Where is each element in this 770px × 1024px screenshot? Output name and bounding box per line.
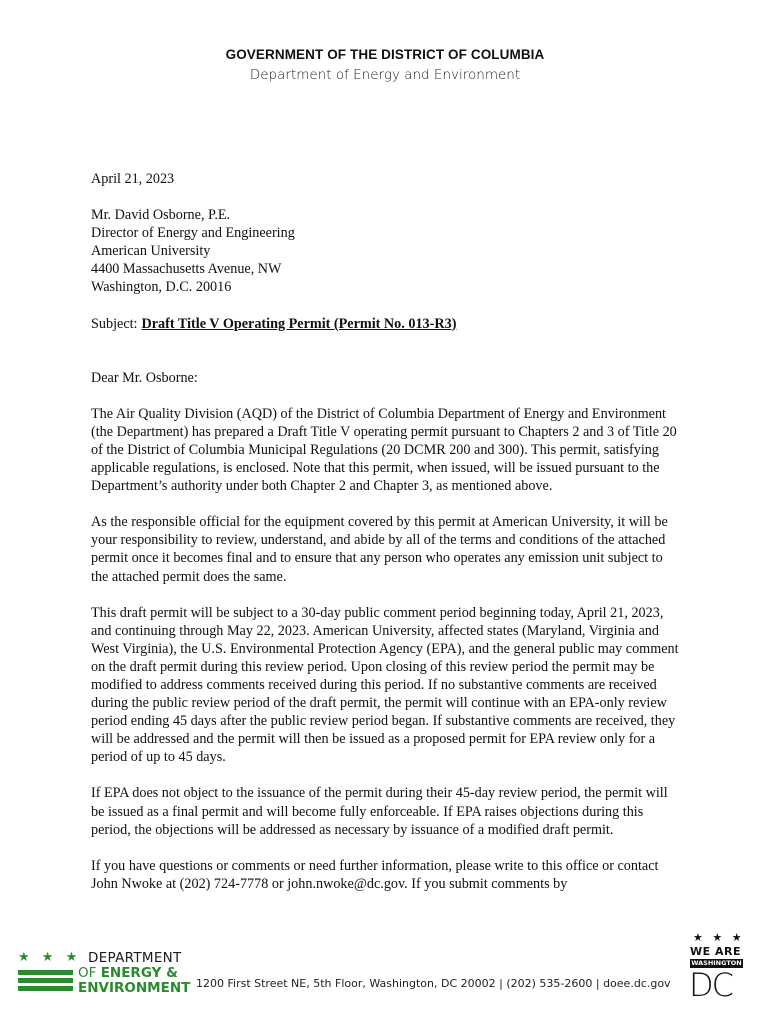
government-title: GOVERNMENT OF THE DISTRICT OF COLUMBIA — [225, 47, 545, 62]
doee-logo — [18, 950, 191, 1010]
address-line: 4400 Massachusetts Avenue, NW — [91, 261, 282, 278]
address-line: Mr. David Osborne, P.E. — [91, 207, 231, 224]
we-are-text: WE ARE — [690, 945, 741, 958]
logo-energy: ENERGY & — [100, 965, 178, 981]
paragraph: If you have questions or comments or need further information, please write to this office or contact John Nwoke at (202) 724-7778 or john.nwoke@dc.gov. If you submit comments by — [91, 857, 659, 892]
dc-stripe-icon — [18, 970, 73, 975]
subject-line — [91, 315, 681, 333]
recipient-address — [91, 206, 681, 296]
address-line: Director of Energy and Engineering — [91, 225, 295, 242]
subject-title: Draft Title V Operating Permit (Permit No. 013-R3) — [141, 315, 457, 332]
we-are-washington-dc-logo — [686, 931, 746, 1018]
dc-text: DC — [689, 966, 732, 1004]
paragraph: As the responsible official for the equipment covered by this permit at American University, it will be your responsibility to review, understand, and abide by all of the terms and conditions of the attached permit once it becomes final and to ensure that any person who operates any emission unit subject to the attached permit does the same. — [91, 514, 668, 585]
footer-address: 1200 First Street NE, 5th Floor, Washington, DC 20002 | (202) 535-2600 | doee.dc.gov — [196, 977, 671, 990]
logo-prefix: OF — [78, 965, 101, 981]
paragraph: The Air Quality Division (AQD) of the District of Columbia Department of Energy and Environment (the Department) has prepared a Draft Title V operating permit pursuant to Chapters 2 and 3 of Title 20 of the District of Columbia Municipal Regulations (20 DCMR 200 and 300). This permit, satisfying applicable regulations, is enclosed. Note that this permit, when issued, will be issued pursuant to the Department’s authority under both Chapter 2 and Chapter 3, as mentioned above. — [91, 405, 677, 495]
address-line: Washington, D.C. 20016 — [91, 279, 232, 296]
washington-banner: WASHINGTON — [691, 959, 742, 967]
dc-stripe-icon — [18, 986, 73, 991]
letter-footer — [0, 931, 770, 1024]
subject-label: Subject: — [91, 315, 138, 332]
logo-line-environment: ENVIRONMENT — [78, 980, 191, 996]
letterhead — [0, 46, 770, 85]
letter-date: April 21, 2023 — [91, 171, 175, 187]
paragraph: If EPA does not object to the issuance of the permit during their 45-day review period, the permit will be issued as a final permit and will become fully enforceable. If EPA raises objections during this period, the objections will be addressed as necessary by issuance of a modified draft permit. — [91, 785, 668, 838]
dc-stripe-icon — [18, 978, 73, 983]
department-subtitle: Department of Energy and Environment — [249, 67, 521, 83]
paragraph: This draft permit will be subject to a 30-day public comment period beginning today, April 21, 2023, and continuing through May 22, 2023. American University, affected states (Maryland, Virginia and West Virginia), the U.S. Environmental Protection Agency (EPA), and the general public may comment on the draft permit during this review period. Upon closing of this review period the permit may be modified to address comments received during this period. If no substantive comments are received during the public review period of the draft permit, the permit will continue with an EPA-only review period ending 45 days after the public review period began. If substantive comments are received, they will be addressed and the permit will then be issued as a proposed permit for EPA review only for a period of up to 45 days. — [91, 604, 679, 766]
stars-icon: ★ ★ ★ — [693, 931, 745, 944]
logo-line-department: DEPARTMENT — [88, 950, 182, 966]
logo-line-energy — [78, 966, 178, 981]
salutation: Dear Mr. Osborne: — [91, 369, 198, 386]
dc-stars-icon: ★ ★ ★ — [18, 950, 82, 965]
letter-body — [91, 170, 681, 911]
address-line: American University — [91, 243, 211, 260]
